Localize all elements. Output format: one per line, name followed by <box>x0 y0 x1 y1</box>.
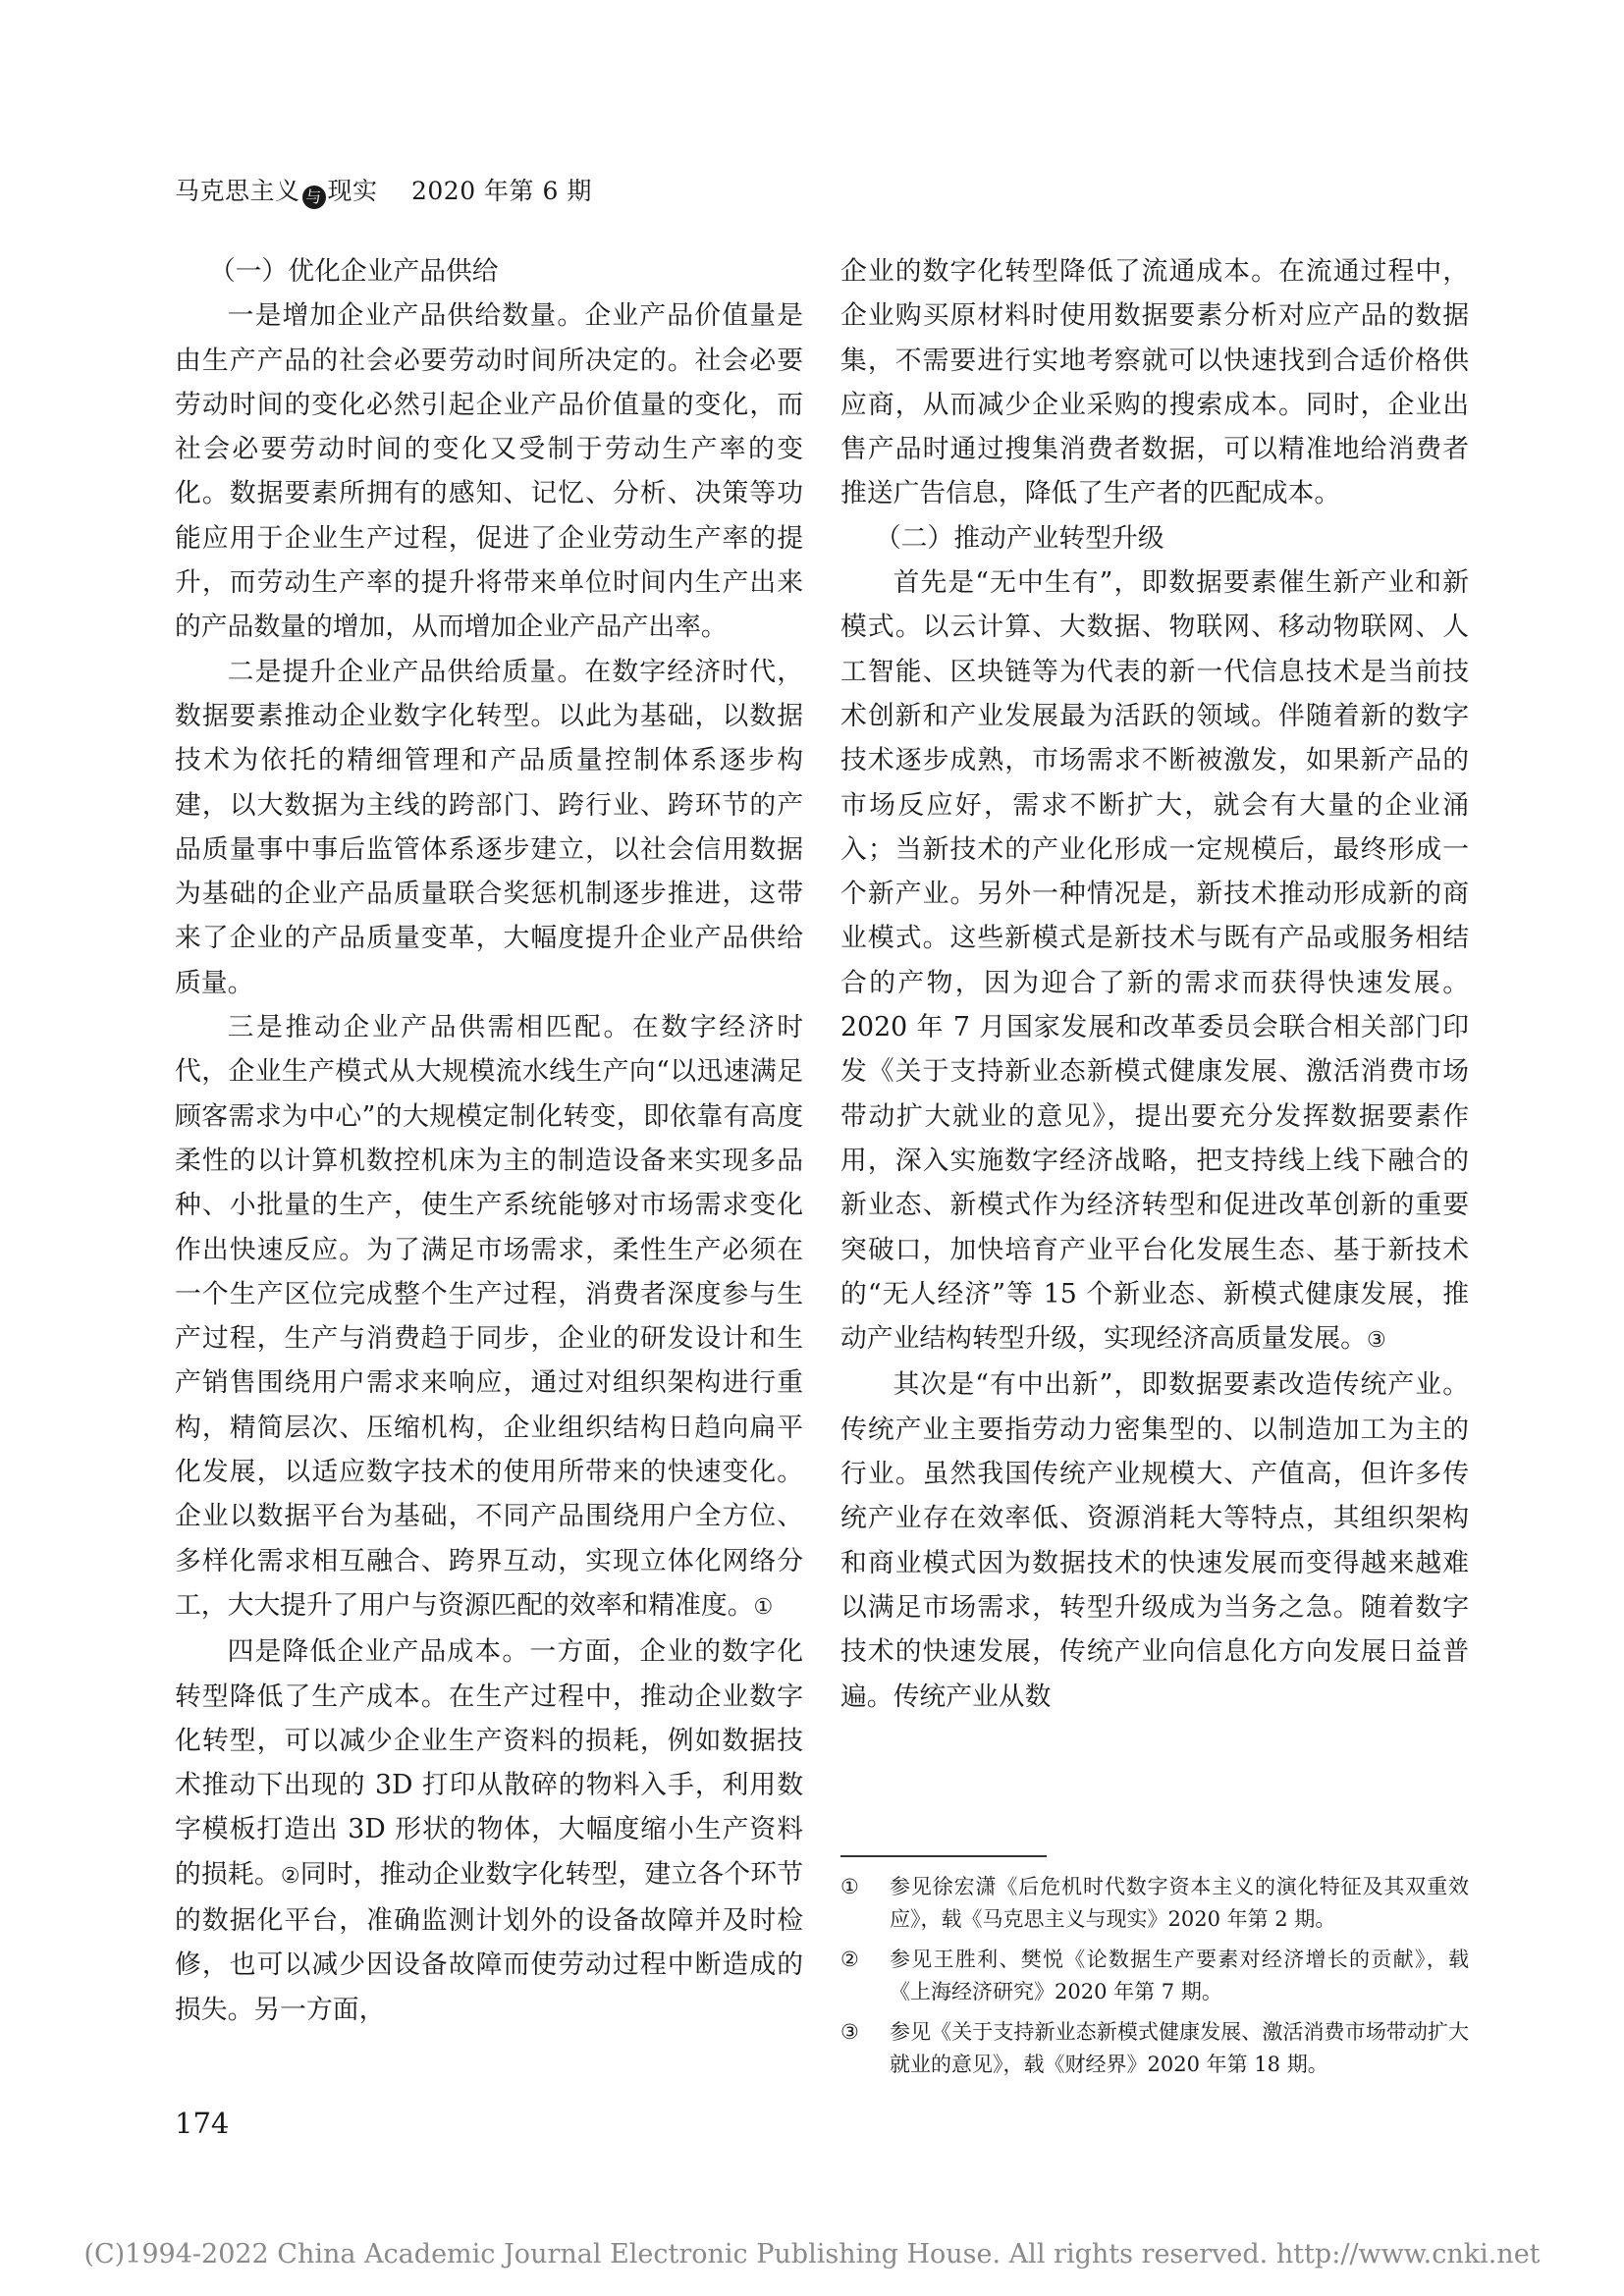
page-number: 174 <box>175 2107 230 2140</box>
paragraph <box>175 1005 803 1629</box>
paragraph <box>840 561 1469 1362</box>
running-header <box>175 175 1451 209</box>
footnote-ref-1[interactable]: ① <box>753 1594 774 1620</box>
footnote-item <box>840 1871 1469 1936</box>
paragraph: 一是增加企业产品供给数量。企业产品价值量是由生产产品的社会必要劳动时间所决定的。社会必要劳动时间的变化必然引起企业产品价值量的变化，而社会必要劳动时间的变化又受制于劳动生产率的变化。数据要素所拥有的感知、记忆、分析、决策等功能应用于企业生产过程，促进了企业劳动生产率的提升，而劳动生产率的提升将带来单位时间内生产出来的产品数量的增加，从而增加企业产品产出率。 <box>175 300 803 643</box>
right-column <box>840 249 1469 1719</box>
journal-name: 马克思主义 <box>175 177 300 205</box>
paragraph-text: 四是降低企业产品成本。一方面，企业的数字化转型降低了生产成本。在生产过程中，推动企业数字化转型，可以减少企业生产资料的损耗，例如数据技术推动下出现的 3D 打印从散碎的物料入手，利用数字模板打造出 3D 形状的物体，大幅度缩小生产资料的损耗。 <box>175 1636 803 1890</box>
paragraph-text: 同时，推动企业数字化转型，建立各个环节的数据化平台，准确监测计划外的设备故障并及时检修，也可以减少因设备故障而使劳动过程中断造成的损失。另一方面， <box>175 1858 804 2025</box>
footnote-text: 参见《关于支持新业态新模式健康发展、激活消费市场带动扩大就业的意见》，载《财经界》2020 年第 18 期。 <box>890 2020 1469 2076</box>
journal-logo-mark: 与 <box>302 186 326 209</box>
copyright-notice: (C)1994-2022 China Academic Journal Electronic Publishing House. All rights reserved. http://www.cnki.net <box>83 2239 1541 2269</box>
footnote-text: 参见王胜利、樊悦《论数据生产要素对经济增长的贡献》，载《上海经济研究》2020 年第 7 期。 <box>890 1948 1469 2003</box>
paragraph-text: 首先是“无中生有”，即数据要素催生新产业和新模式。以云计算、大数据、物联网、移动物联网、人工智能、区块链等为代表的新一代信息技术是当前技术创新和产业发展最为活跃的领域。伴随着新的数字技术逐步成熟，市场需求不断被激发，如果新产品的市场反应好，需求不断扩大，就会有大量的企业涌入；当新技术的产业化形成一定规模后，最终形成一个新产业。另外一种情况是，新技术推动形成新的商业模式。这些新模式是新技术与既有产品或服务相结合的产物，因为迎合了新的需求而获得快速发展。2020 年 7 月国家发展和改革委员会联合相关部门印发《关于支持新业态新模式健康发展、激活消费市场带动扩大就业的意见》，提出要充分发挥数据要素作用，深入实施数字经济战略，把支持线上线下融合的新业态、新模式作为经济转型和促进改革创新的重要突破口，加快培育产业平台化发展生态、基于新技术的“无人经济”等 15 个新业态、新模式健康发展，推动产业结构转型升级，实现经济高质量发展。 <box>840 567 1469 1355</box>
footnote-ref-3[interactable]: ③ <box>1366 1328 1386 1354</box>
issue-label: 2020 年第 6 期 <box>410 177 592 205</box>
journal-name-suffix: 现实 <box>327 177 378 205</box>
paragraph <box>175 1629 803 2032</box>
paragraph: 其次是“有中出新”，即数据要素改造传统产业。传统产业主要指劳动力密集型的、以制造加工为主的行业。虽然我国传统产业规模大、产值高，但许多传统产业存在效率低、资源消耗大等特点，其组织架构和商业模式因为数据技术的快速发展而变得越来越难以满足市场需求，转型升级成为当务之急。随着数字技术的快速发展，传统产业向信息化方向发展日益普遍。传统产业从数 <box>840 1369 1469 1712</box>
footnote-text: 参见徐宏潇《后危机时代数字资本主义的演化特征及其双重效应》，载《马克思主义与现实》2020 年第 2 期。 <box>890 1875 1469 1931</box>
paragraph-continued: 企业的数字化转型降低了流通成本。在流通过程中，企业购买原材料时使用数据要素分析对应产品的数据集，不需要进行实地考察就可以快速找到合适价格供应商，从而减少企业采购的搜索成本。同时，企业出售产品时通过搜集消费者数据，可以精准地给消费者推送广告信息，降低了生产者的匹配成本。 <box>840 256 1469 509</box>
footnote-divider <box>840 1855 1047 1857</box>
section-heading: （二）推动产业转型升级 <box>874 522 1164 554</box>
paragraph-text: 三是推动企业产品供需相匹配。在数字经济时代，企业生产模式从大规模流水线生产向“以迅速满足顾客需求为中心”的大规模定制化转变，即依靠有高度柔性的以计算机数控机床为主的制造设备来实现多品种、小批量的生产，使生产系统能够对市场需求变化作出快速反应。为了满足市场需求，柔性生产必须在一个生产区位完成整个生产过程，消费者深度参与生产过程，生产与消费趋于同步，企业的研发设计和生产销售围绕用户需求来响应，通过对组织架构进行重构，精简层次、压缩机构，企业组织结构日趋向扁平化发展，以适应数字技术的使用所带来的快速变化。企业以数据平台为基础，不同产品围绕用户全方位、多样化需求相互融合、跨界互动，实现立体化网络分工，大大提升了用户与资源匹配的效率和精准度。 <box>175 1012 803 1621</box>
footnote-mark: ① <box>840 1875 859 1898</box>
footnotes <box>840 1871 1469 2081</box>
footnote-ref-2[interactable]: ② <box>280 1863 300 1889</box>
footnote-item <box>840 1944 1469 2008</box>
footnote-mark: ③ <box>840 2020 859 2044</box>
paragraph: 二是提升企业产品供给质量。在数字经济时代，数据要素推动企业数字化转型。以此为基础，以数据技术为依托的精细管理和产品质量控制体系逐步构建，以大数据为主线的跨部门、跨行业、跨环节的产品质量事中事后监管体系逐步建立，以社会信用数据为基础的企业产品质量联合奖惩机制逐步推进，这带来了企业的产品质量变革，大幅度提升企业产品供给质量。 <box>175 656 803 998</box>
left-column <box>175 249 803 2032</box>
footnote-mark: ② <box>840 1948 859 1971</box>
footnote-item <box>840 2016 1469 2081</box>
section-heading: （一）优化企业产品供给 <box>208 256 499 287</box>
